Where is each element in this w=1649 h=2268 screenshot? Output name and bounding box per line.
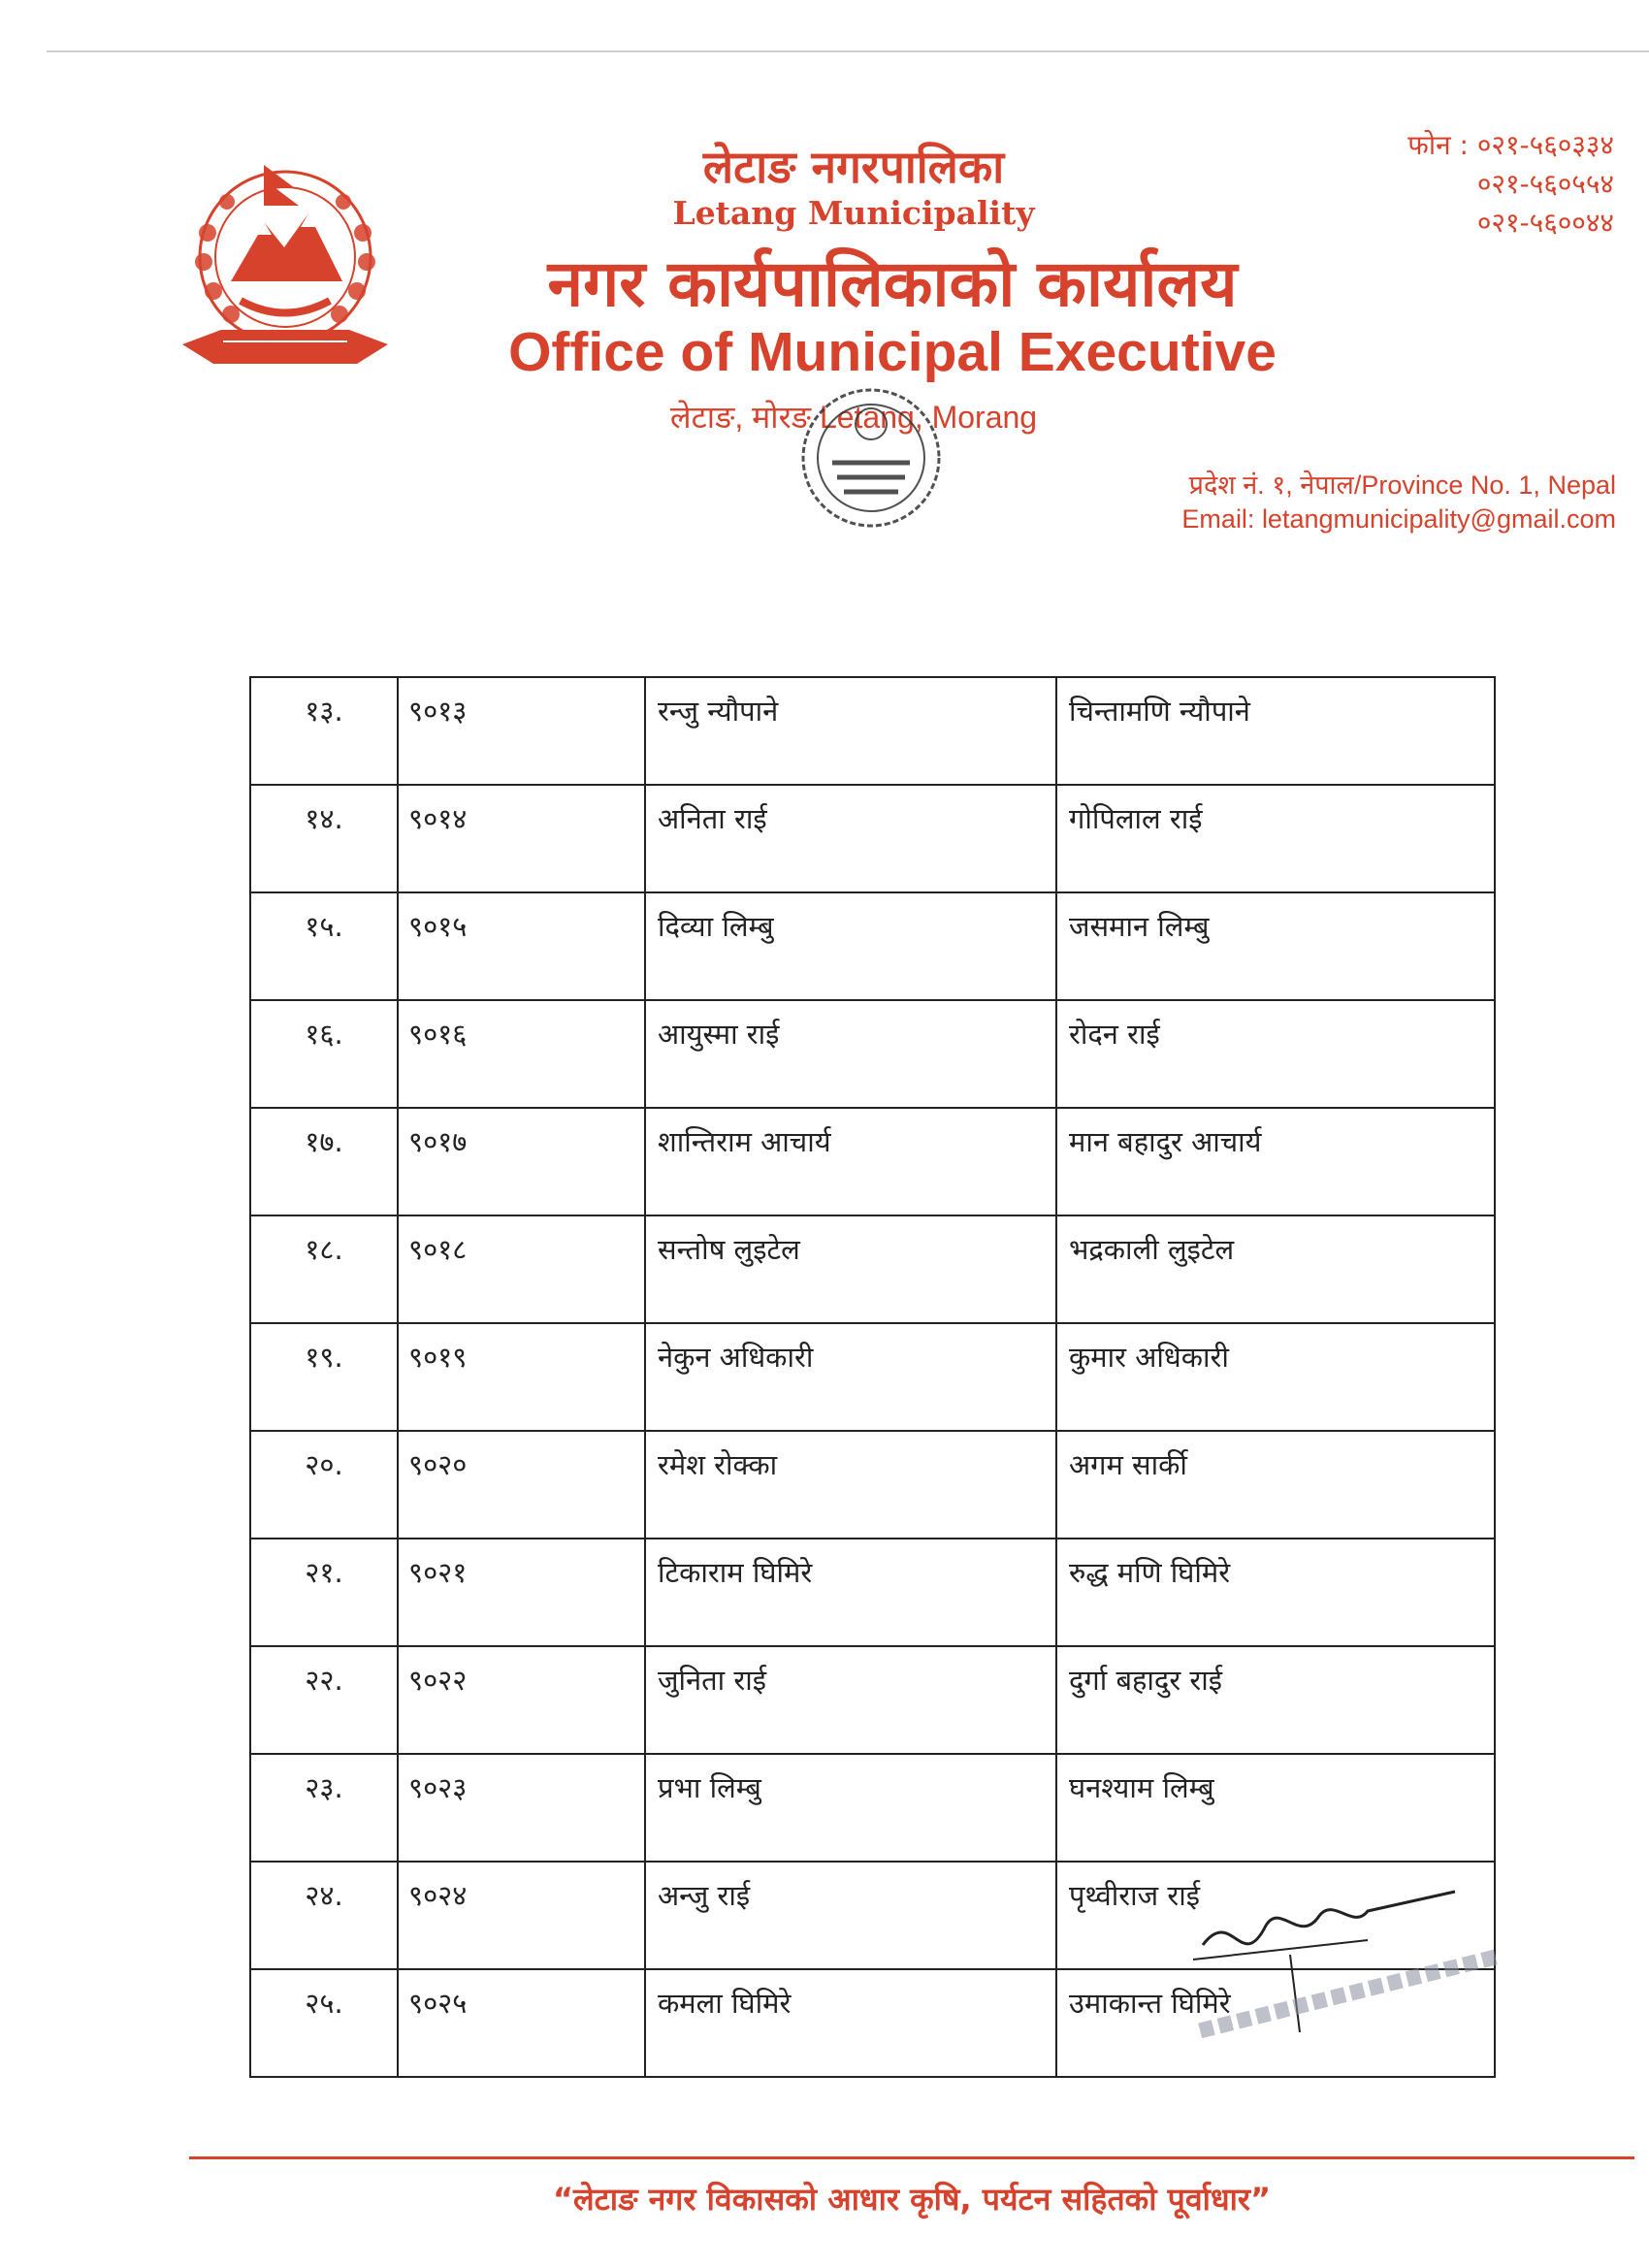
father-name-cell: चिन्तामणि न्यौपाने — [1056, 677, 1495, 785]
id-number-cell: ९०२२ — [398, 1646, 645, 1754]
table-row — [250, 1431, 1495, 1539]
municipality-name-nepali: लेटाङ नगरपालिका — [702, 141, 1005, 193]
id-number-cell: ९०१३ — [398, 677, 645, 785]
table-row — [250, 677, 1495, 785]
roster-table — [249, 676, 1496, 2078]
id-number-cell: ९०१९ — [398, 1323, 645, 1431]
table-row — [250, 1323, 1495, 1431]
serial-number-cell: १६. — [250, 1000, 398, 1108]
father-name-cell: पृथ्वीराज राई — [1056, 1862, 1495, 1969]
table-row — [250, 1215, 1495, 1323]
father-name-cell: अगम सार्की — [1056, 1431, 1495, 1539]
phone-line: फोन : ०२१-५६०३३४ — [1407, 129, 1614, 161]
father-name-cell: कुमार अधिकारी — [1056, 1323, 1495, 1431]
father-name-cell: उमाकान्त घिमिरे — [1056, 1969, 1495, 2077]
serial-number-cell: १५. — [250, 892, 398, 1000]
name-cell: कमला घिमिरे — [645, 1969, 1056, 2077]
office-seal-stamp — [784, 371, 958, 545]
office-title-english: Office of Municipal Executive — [508, 321, 1277, 383]
serial-number-cell: १९. — [250, 1323, 398, 1431]
nepal-emblem-logo — [163, 155, 407, 388]
page-top-rule — [47, 50, 1649, 52]
phone-line: ०२१-५६०५५४ — [1476, 168, 1614, 200]
id-number-cell: ९०२१ — [398, 1539, 645, 1646]
table-row — [250, 1539, 1495, 1646]
father-name-cell: जसमान लिम्बु — [1056, 892, 1495, 1000]
serial-number-cell: २३. — [250, 1754, 398, 1862]
province-line: प्रदेश नं. १, नेपाल/Province No. 1, Nepal — [1188, 470, 1616, 500]
father-name-cell: भद्रकाली लुइटेल — [1056, 1215, 1495, 1323]
office-title-nepali: नगर कार्यपालिकाको कार्यालय — [547, 246, 1238, 321]
father-name-cell: रोदन राई — [1056, 1000, 1495, 1108]
father-name-cell: दुर्गा बहादुर राई — [1056, 1646, 1495, 1754]
name-cell: प्रभा लिम्बु — [645, 1754, 1056, 1862]
serial-number-cell: २४. — [250, 1862, 398, 1969]
serial-number-cell: १४. — [250, 785, 398, 892]
id-number-cell: ९०२४ — [398, 1862, 645, 1969]
name-cell: रन्जु न्यौपाने — [645, 677, 1056, 785]
father-name-cell: मान बहादुर आचार्य — [1056, 1108, 1495, 1215]
name-cell: अन्जु राई — [645, 1862, 1056, 1969]
serial-number-cell: २०. — [250, 1431, 398, 1539]
table-row — [250, 1108, 1495, 1215]
serial-number-cell: १३. — [250, 677, 398, 785]
id-number-cell: ९०२० — [398, 1431, 645, 1539]
id-number-cell: ९०१६ — [398, 1000, 645, 1108]
id-number-cell: ९०१८ — [398, 1215, 645, 1323]
name-cell: सन्तोष लुइटेल — [645, 1215, 1056, 1323]
serial-number-cell: १७. — [250, 1108, 398, 1215]
id-number-cell: ९०२३ — [398, 1754, 645, 1862]
father-name-cell: रुद्ध मणि घिमिरे — [1056, 1539, 1495, 1646]
name-cell: अनिता राई — [645, 785, 1056, 892]
municipality-name-english: Letang Municipality — [672, 194, 1035, 232]
serial-number-cell: २५. — [250, 1969, 398, 2077]
serial-number-cell: १८. — [250, 1215, 398, 1323]
father-name-cell: गोपिलाल राई — [1056, 785, 1495, 892]
table-row — [250, 785, 1495, 892]
phone-line: ०२१-५६००४४ — [1476, 207, 1614, 239]
email-line: Email: letangmunicipality@gmail.com — [1181, 504, 1616, 534]
footer-motto: “लेटाङ नगर विकासको आधार कृषि, पर्यटन सहितको पूर्वाधार” — [552, 2181, 1272, 2218]
table-row — [250, 1754, 1495, 1862]
phone-block — [1407, 126, 1614, 243]
serial-number-cell: २२. — [250, 1646, 398, 1754]
id-number-cell: ९०२५ — [398, 1969, 645, 2077]
id-number-cell: ९०१४ — [398, 785, 645, 892]
serial-number-cell: २१. — [250, 1539, 398, 1646]
table-row — [250, 892, 1495, 1000]
name-cell: आयुस्मा राई — [645, 1000, 1056, 1108]
id-number-cell: ९०१५ — [398, 892, 645, 1000]
father-name-cell: घनश्याम लिम्बु — [1056, 1754, 1495, 1862]
name-cell: रमेश रोक्का — [645, 1431, 1056, 1539]
table-row — [250, 1646, 1495, 1754]
office-address: लेटाङ, मोरङ Letang, Morang — [669, 400, 1038, 435]
name-cell: दिव्या लिम्बु — [645, 892, 1056, 1000]
table-row — [250, 1000, 1495, 1108]
officer-signature-stamp — [1174, 1887, 1523, 2042]
id-number-cell: ९०१७ — [398, 1108, 645, 1215]
name-cell: शान्तिराम आचार्य — [645, 1108, 1056, 1215]
name-cell: जुनिता राई — [645, 1646, 1056, 1754]
name-cell: टिकाराम घिमिरे — [645, 1539, 1056, 1646]
name-cell: नेकुन अधिकारी — [645, 1323, 1056, 1431]
footer-rule — [189, 2156, 1634, 2159]
